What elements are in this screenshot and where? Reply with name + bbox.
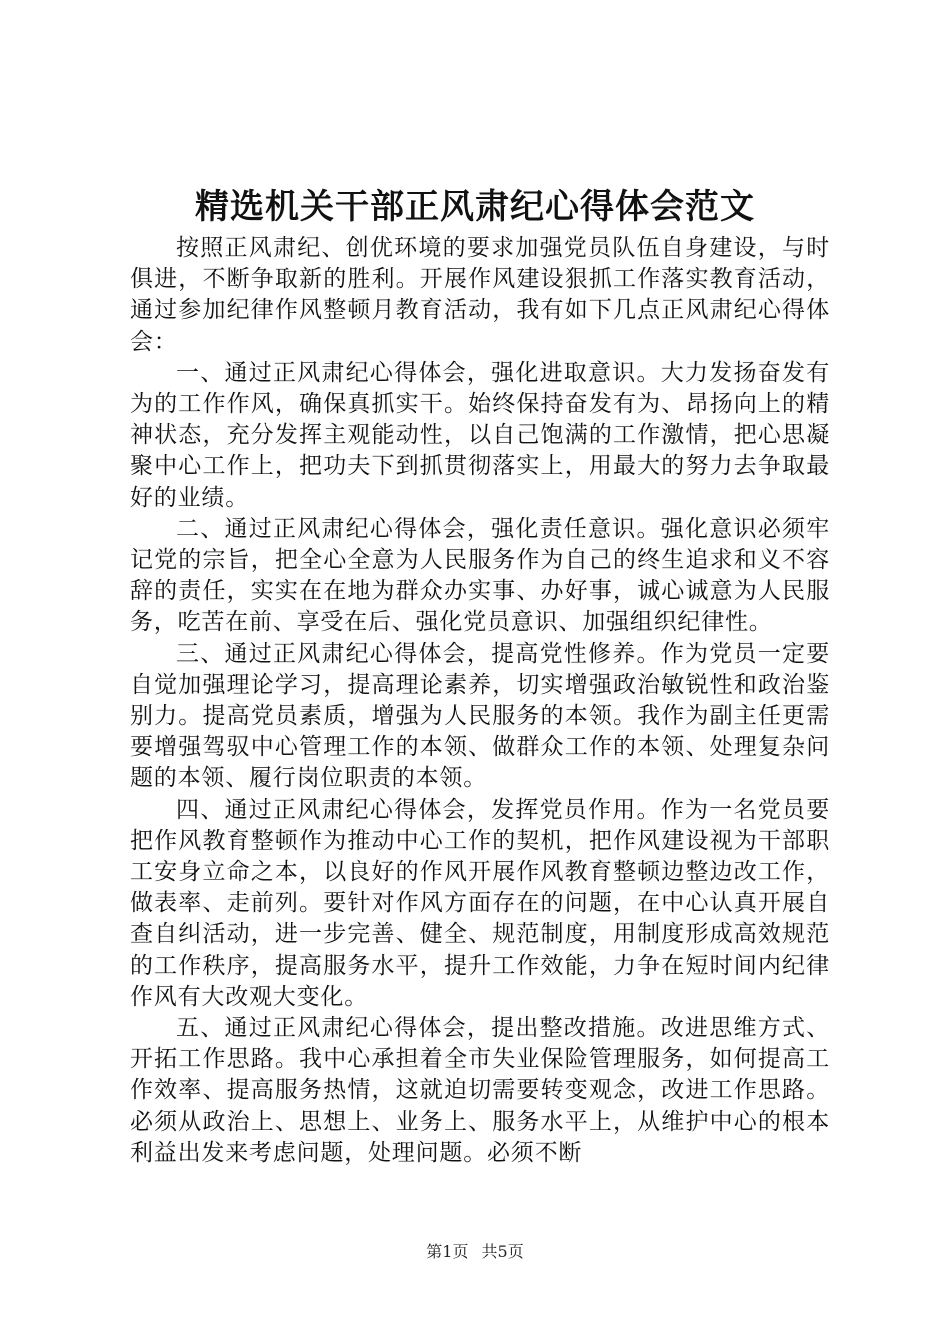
page-number: 第1页 (426, 1242, 469, 1261)
paragraph-point-2: 二、通过正风肃纪心得体会，强化责任意识。强化意识必须牢记党的宗旨，把全心全意为人民服务作为自己的终生追求和义不容辞的责任，实实在在地为群众办实事、办好事，诚心诚意为人民服务，吃苦在前、享受在后、强化党员意识、加强组织纪律性。 (130, 515, 830, 636)
page-total: 共5页 (481, 1242, 524, 1261)
paragraph-point-4: 四、通过正风肃纪心得体会，发挥党员作用。作为一名党员要把作风教育整顿作为推动中心工作的契机，把作风建设视为干部职工安身立命之本，以良好的作风开展作风教育整顿边整边改工作，做表率、走前列。要针对作风方面存在的问题，在中心认真开展自查自纠活动，进一步完善、健全、规范制度，用制度形成高效规范的工作秩序，提高服务水平，提升工作效能，力争在短时间内纪律作风有大改观大变化。 (130, 796, 830, 1010)
paragraph-point-5: 五、通过正风肃纪心得体会，提出整改措施。改进思维方式、开拓工作思路。我中心承担着全市失业保险管理服务，如何提高工作效率、提高服务热情，这就迫切需要转变观念，改进工作思路。必须从政治上、思想上、业务上、服务水平上，从维护中心的根本利益出发来考虑问题，处理问题。必须不断 (130, 1015, 830, 1166)
page-footer (0, 1240, 950, 1264)
paragraph-point-1: 一、通过正风肃纪心得体会，强化进取意识。大力发扬奋发有为的工作作风，确保真抓实干。始终保持奋发有为、昂扬向上的精神状态，充分发挥主观能动性，以自己饱满的工作激情，把心思凝聚中心工作上，把功夫下到抓贯彻落实上，用最大的努力去争取最好的业绩。 (130, 359, 830, 511)
paragraph-point-3: 三、通过正风肃纪心得体会，提高党性修养。作为党员一定要自觉加强理论学习，提高理论素养，切实增强政治敏锐性和政治鉴别力。提高党员素质，增强为人民服务的本领。我作为副主任更需要增强驾驭中心管理工作的本领、做群众工作的本领、处理复杂问题的本领、履行岗位职责的本领。 (130, 640, 830, 792)
document-body (130, 233, 830, 1169)
paragraph-intro: 按照正风肃纪、创优环境的要求加强党员队伍自身建设，与时俱进，不断争取新的胜利。开展作风建设狠抓工作落实教育活动，通过参加纪律作风整顿月教育活动，我有如下几点正风肃纪心得体会： (130, 235, 830, 355)
document-title: 精选机关干部正风肃纪心得体会范文 (195, 187, 755, 227)
